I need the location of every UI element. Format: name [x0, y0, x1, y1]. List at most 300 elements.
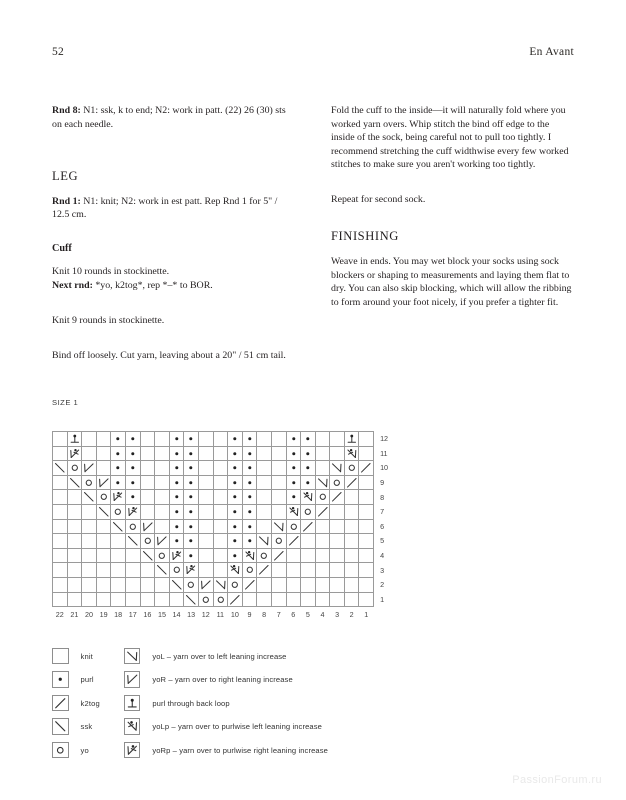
chart-column-number: 18: [114, 610, 123, 620]
chart-cell-knit: [82, 563, 97, 578]
chart-cell-ssk: [96, 504, 111, 519]
next-rnd-text: *yo, k2tog*, rep *–* to BOR.: [92, 279, 213, 291]
chart-cell-knit: [125, 563, 140, 578]
chart-cell-knit: [330, 534, 345, 549]
chart-cell-knit: [96, 446, 111, 461]
chart-cell-knit: [213, 563, 228, 578]
chart-cell-knit: [315, 446, 330, 461]
cuff-line-3: Bind off loosely. Cut yarn, leaving about a 20" / 51 cm tail.: [52, 350, 286, 362]
chart-cell-knit: [67, 577, 82, 592]
chart-cell-knit: [67, 563, 82, 578]
legend-item: [124, 719, 328, 735]
chart-cell-knit: [213, 519, 228, 534]
chart-cell-knit: [140, 504, 155, 519]
chart-cell-knit: [82, 534, 97, 549]
chart-cell-knit: [169, 592, 184, 607]
legend-item: [52, 695, 100, 711]
chart-cell-purl: [111, 446, 126, 461]
chart-cell-knit: [82, 504, 97, 519]
chart-cell-knit: [286, 592, 301, 607]
chart-column-number: 13: [187, 610, 196, 620]
chart-cell-purl: [184, 519, 199, 534]
chart-cell-purl: [228, 432, 243, 447]
legend-label: yoL – yarn over to left leaning increase: [152, 651, 287, 661]
chart-cell-knit: [213, 548, 228, 563]
chart-cell-yoR: [96, 475, 111, 490]
chart-cell-yoLp: [242, 548, 257, 563]
chart-cell-knit: [257, 461, 272, 476]
chart-cell-purl: [286, 446, 301, 461]
chart-row: [53, 432, 401, 447]
chart-cell-knit: [140, 432, 155, 447]
chart-cell-knit: [344, 504, 359, 519]
chart-cell-purl: [169, 461, 184, 476]
chart-cell-knit: [155, 504, 170, 519]
chart-cell-k2tog: [315, 504, 330, 519]
chart-cell-knit: [155, 432, 170, 447]
rnd1-paragraph: [52, 195, 295, 222]
chart-cell-knit: [82, 446, 97, 461]
chart-cell-purl: [301, 475, 316, 490]
chart-cell-knit: [359, 534, 374, 549]
legend-label: purl: [80, 675, 94, 684]
chart-column-number: 11: [216, 610, 225, 620]
chart-cell-knit: [330, 548, 345, 563]
chart-cell-ssk: [111, 519, 126, 534]
chart-cell-knit: [82, 432, 97, 447]
chart-cell-ssk: [169, 577, 184, 592]
chart-cell-yo: [140, 534, 155, 549]
chart-cell-knit: [82, 519, 97, 534]
chart-cell-knit: [315, 461, 330, 476]
chart-row: [53, 504, 401, 519]
chart-cell-purl: [184, 461, 199, 476]
chart-cell-k2tog: [344, 475, 359, 490]
chart-cell-purl: [125, 490, 140, 505]
chart-cell-knit: [242, 592, 257, 607]
chart-row: [53, 490, 401, 505]
chart-cell-knit: [359, 577, 374, 592]
chart-cell-knit: [359, 475, 374, 490]
chart-cell-knit: [96, 592, 111, 607]
chart-cell-knit: [155, 461, 170, 476]
chart-cell-knit: [271, 446, 286, 461]
chart-cell-knit: [315, 519, 330, 534]
chart-cell-knit: [111, 577, 126, 592]
chart-cell-yo: [286, 519, 301, 534]
spacer: [52, 340, 295, 349]
legend-item: [52, 648, 100, 664]
chart-cell-yo: [198, 592, 213, 607]
chart-cell-purl: [125, 446, 140, 461]
chart-cell-purl: [228, 519, 243, 534]
chart-cell-purl: [125, 461, 140, 476]
chart-cell-knit: [155, 577, 170, 592]
chart-cell-knit: [53, 592, 68, 607]
chart-cell-knit: [213, 461, 228, 476]
legend-label: ssk: [80, 722, 93, 731]
chart-cell-knit: [330, 446, 345, 461]
chart-cell-knit: [213, 446, 228, 461]
chart-cell-knit: [344, 534, 359, 549]
chart-cell-knit: [67, 592, 82, 607]
chart-cell-knit: [257, 490, 272, 505]
legend-item: [52, 742, 100, 758]
chart-cell-knit: [301, 563, 316, 578]
chart-cell-knit: [344, 577, 359, 592]
cuff-line-1: Knit 10 rounds in stockinette.: [52, 266, 170, 278]
chart-cell-purl: [242, 519, 257, 534]
chart-cell-knit: [96, 577, 111, 592]
chart-cell-knit: [315, 592, 330, 607]
repeat-sock-paragraph: Repeat for second sock.: [331, 194, 426, 206]
chart-cell-knit: [96, 534, 111, 549]
chart-cell-yoL: [330, 461, 345, 476]
legend-item: [124, 695, 328, 711]
chart-row-number: 4: [380, 551, 385, 561]
chart-cell-knit: [53, 534, 68, 549]
chart-column-number: 8: [262, 610, 267, 620]
chart-cell-yo: [344, 461, 359, 476]
chart-cell-knit: [344, 548, 359, 563]
chart-cell-k2tog: [301, 519, 316, 534]
legend-symbol-k2tog-icon: [52, 695, 69, 712]
chart-cell-knit: [125, 548, 140, 563]
chart-cell-knit: [301, 548, 316, 563]
chart-cell-ssk: [53, 461, 68, 476]
chart-cell-purl: [228, 490, 243, 505]
chart-cell-purl: [242, 490, 257, 505]
legend-label: yo: [80, 745, 89, 755]
chart-cell-yoLp: [344, 446, 359, 461]
chart-cell-knit: [344, 592, 359, 607]
legend-item: [52, 719, 100, 735]
chart-cell-yoL: [213, 577, 228, 592]
chart-cell-yo: [228, 577, 243, 592]
chart-column-number: 7: [276, 610, 281, 620]
chart-cell-knit: [198, 519, 213, 534]
legend-symbol-ssk-icon: [52, 718, 69, 735]
chart-cell-knit: [330, 563, 345, 578]
rnd1-text: N1: knit; N2: work in est patt. Rep Rnd 1 for 5" / 12.5 cm.: [52, 195, 278, 221]
chart-cell-yo: [111, 504, 126, 519]
legend-label: knit: [80, 651, 93, 661]
chart-cell-knit: [359, 432, 374, 447]
chart-cell-knit: [82, 577, 97, 592]
chart-column-number: 1: [364, 610, 369, 620]
next-rnd-paragraph: [52, 279, 295, 293]
chart-cell-knit: [53, 504, 68, 519]
legend-column-right: [124, 648, 328, 758]
chart-cell-yo: [169, 563, 184, 578]
chart-cell-purl: [111, 461, 126, 476]
chart-cell-knit: [53, 519, 68, 534]
chart-column-number: 12: [201, 610, 210, 620]
chart-cell-yo: [257, 548, 272, 563]
next-rnd-label: Next rnd:: [52, 279, 93, 291]
chart-cell-knit: [53, 490, 68, 505]
chart-cell-knit: [53, 577, 68, 592]
chart-row-number: 6: [380, 521, 385, 531]
spacer: [52, 144, 295, 153]
chart-cell-knit: [53, 548, 68, 563]
chart-cell-purl: [286, 490, 301, 505]
chart-cell-knit: [125, 592, 140, 607]
chart-cell-knit: [330, 519, 345, 534]
chart-cell-knit: [359, 490, 374, 505]
chart-cell-purl: [184, 534, 199, 549]
chart-cell-knit: [111, 592, 126, 607]
chart-cell-knit: [213, 504, 228, 519]
chart-cell-knit: [67, 519, 82, 534]
chart-cell-purl: [169, 446, 184, 461]
chart-cell-knit: [271, 592, 286, 607]
chart-column-number: 4: [320, 610, 325, 620]
chart-cell-knit: [155, 592, 170, 607]
chart-cell-yo: [330, 475, 345, 490]
chart-column-number: 15: [157, 610, 166, 620]
chart-cell-knit: [213, 490, 228, 505]
chart-cell-knit: [198, 504, 213, 519]
finishing-paragraph: Weave in ends. You may wet block your socks using sock blockers or shaping to measurements and laying them flat to dry. You can also skip blocking, which will allow the ribbing to form around your foot nicely, if you prefer a tighter fit.: [331, 256, 572, 308]
chart-column-number: 20: [84, 610, 93, 620]
chart-cell-knit: [198, 534, 213, 549]
chart-cell-knit: [344, 519, 359, 534]
chart-cell-knit: [96, 519, 111, 534]
running-head: [52, 46, 574, 58]
chart-cell-knit: [257, 519, 272, 534]
chart-cell-purl: [169, 490, 184, 505]
chart-cell-knit: [257, 446, 272, 461]
rnd1-label: Rnd 1:: [52, 195, 81, 207]
chart-cell-knit: [140, 490, 155, 505]
chart-cell-purl: [169, 534, 184, 549]
spacer: [52, 305, 295, 314]
legend-symbol-yo-icon: [52, 742, 69, 759]
chart-cell-knit: [301, 592, 316, 607]
chart-cell-knit: [96, 563, 111, 578]
chart-cell-knit: [271, 461, 286, 476]
chart-cell-knit: [257, 475, 272, 490]
chart-column-number: 22: [55, 610, 64, 620]
chart-row-number: 10: [380, 463, 389, 473]
chart-cell-knit: [359, 563, 374, 578]
chart-row-number: 5: [380, 536, 385, 546]
chart-cell-purl: [111, 475, 126, 490]
legend-symbol-yoRp-icon: [124, 742, 141, 759]
chart-column-number: 6: [291, 610, 296, 620]
legend-label: yoLp – yarn over to purlwise left leaning increase: [152, 722, 322, 731]
book-title: En Avant: [529, 46, 574, 58]
chart-cell-knit: [315, 548, 330, 563]
chart-cell-ssk: [155, 563, 170, 578]
chart-cell-knit: [82, 548, 97, 563]
chart-cell-knit: [125, 577, 140, 592]
chart-cell-knit: [315, 432, 330, 447]
chart-cell-yo: [96, 490, 111, 505]
chart-row: [53, 519, 401, 534]
chart-cell-yoRp: [125, 504, 140, 519]
chart-cell-purl: [286, 461, 301, 476]
leg-heading: LEG: [52, 168, 79, 183]
chart-cell-purl: [184, 475, 199, 490]
chart-cell-knit: [53, 563, 68, 578]
chart-cell-knit: [53, 432, 68, 447]
legend-symbol-ptbl-icon: [124, 695, 141, 712]
chart-row-number: 3: [380, 565, 385, 575]
chart-cell-knit: [286, 563, 301, 578]
chart-cell-ssk: [140, 548, 155, 563]
chart-cell-knit: [315, 563, 330, 578]
chart-cell-yo: [271, 534, 286, 549]
chart-column-number: 3: [335, 610, 340, 620]
chart-cell-knit: [271, 475, 286, 490]
chart-cell-knit: [140, 461, 155, 476]
chart-cell-purl: [125, 475, 140, 490]
chart-cell-purl: [111, 432, 126, 447]
chart-cell-purl: [286, 432, 301, 447]
chart-row: [53, 461, 401, 476]
legend-symbol-yoLp-icon: [124, 718, 141, 735]
chart-cell-knit: [301, 534, 316, 549]
legend-label: k2tog: [80, 698, 100, 708]
chart-cell-ssk: [67, 475, 82, 490]
legend-label: yoR – yarn over to right leaning increase: [152, 675, 293, 684]
chart-cell-purl: [301, 432, 316, 447]
chart-cell-purl: [228, 461, 243, 476]
chart-column-number: 16: [143, 610, 152, 620]
legend-item: [124, 672, 328, 688]
chart-cell-knit: [111, 563, 126, 578]
chart-column-number: 10: [230, 610, 239, 620]
chart-row-number: 12: [380, 434, 389, 444]
chart-cell-ssk: [82, 490, 97, 505]
chart-cell-knit: [140, 563, 155, 578]
chart-cell-purl: [242, 432, 257, 447]
chart-cell-ptbl: [67, 432, 82, 447]
chart-cell-yo: [125, 519, 140, 534]
chart-cell-purl: [242, 446, 257, 461]
chart-cell-knit: [67, 534, 82, 549]
chart-cell-ssk: [125, 534, 140, 549]
chart-row: [53, 592, 401, 607]
chart-cell-knit: [53, 475, 68, 490]
chart-cell-yoRp: [184, 563, 199, 578]
chart-cell-knit: [82, 592, 97, 607]
legend-symbol-purl-icon: [52, 671, 69, 688]
chart-cell-yo: [315, 490, 330, 505]
legend-symbol-knit-icon: [52, 648, 69, 665]
chart-cell-purl: [169, 475, 184, 490]
chart-row: [53, 534, 401, 549]
chart-cell-yoL: [271, 519, 286, 534]
legend-label: purl through back loop: [152, 698, 230, 708]
chart-cell-knit: [53, 446, 68, 461]
chart-cell-knit: [271, 577, 286, 592]
chart-cell-yoR: [82, 461, 97, 476]
chart-cell-knit: [315, 534, 330, 549]
rnd8-paragraph: [52, 104, 295, 131]
chart-cell-knit: [271, 490, 286, 505]
chart-cell-knit: [315, 577, 330, 592]
chart-cell-yoR: [198, 577, 213, 592]
chart-row: [53, 446, 401, 461]
chart-cell-knit: [198, 548, 213, 563]
chart-cell-yoLp: [301, 490, 316, 505]
legend-label: yoRp – yarn over to purlwise right leaning increase: [152, 745, 328, 755]
chart-cell-knit: [111, 534, 126, 549]
legend-item: [124, 742, 328, 758]
chart-cell-knit: [111, 548, 126, 563]
cuff-line-2: Knit 9 rounds in stockinette.: [52, 315, 165, 327]
chart-cell-yoL: [257, 534, 272, 549]
chart-cell-knit: [359, 504, 374, 519]
chart-cell-purl: [169, 519, 184, 534]
chart-cell-purl: [242, 461, 257, 476]
chart-cell-purl: [184, 446, 199, 461]
chart-cell-k2tog: [228, 592, 243, 607]
right-column: [331, 104, 574, 375]
chart-cell-purl: [242, 504, 257, 519]
chart-cell-knit: [155, 475, 170, 490]
chart-cell-yoLp: [286, 504, 301, 519]
chart-cell-knit: [271, 563, 286, 578]
stitch-chart-section: [52, 398, 401, 626]
fold-cuff-paragraph: Fold the cuff to the inside—it will naturally fold where you worked yarn overs. Whip stitch the bind off edge to the inside of the sock, being careful not to pull too tightly. I recommend stretching the cuff widthwise every few worked stitches to make sure you aren't working too tightly.: [331, 105, 569, 171]
chart-cell-knit: [257, 577, 272, 592]
chart-cell-yoLp: [228, 563, 243, 578]
watermark: PassionForum.ru: [512, 774, 602, 786]
chart-cell-yoR: [155, 534, 170, 549]
chart-cell-knit: [359, 519, 374, 534]
chart-cell-purl: [286, 475, 301, 490]
chart-column-number: 9: [247, 610, 252, 620]
chart-cell-k2tog: [330, 490, 345, 505]
chart-cell-knit: [67, 490, 82, 505]
chart-row-number: 11: [380, 448, 388, 458]
chart-cell-knit: [67, 548, 82, 563]
chart-column-number: 2: [349, 610, 354, 620]
chart-cell-k2tog: [359, 461, 374, 476]
chart-cell-knit: [96, 432, 111, 447]
cuff-heading: Cuff: [52, 243, 72, 255]
chart-cell-knit: [344, 490, 359, 505]
chart-size-label: SIZE 1: [52, 398, 79, 407]
chart-cell-knit: [198, 446, 213, 461]
chart-cell-knit: [257, 504, 272, 519]
chart-cell-knit: [213, 475, 228, 490]
chart-cell-yo: [155, 548, 170, 563]
chart-cell-purl: [184, 548, 199, 563]
chart-cell-knit: [140, 577, 155, 592]
left-column: [52, 104, 295, 375]
chart-cell-yo: [213, 592, 228, 607]
chart-corner-blank: [374, 607, 401, 627]
chart-cell-knit: [198, 432, 213, 447]
chart-cell-knit: [198, 490, 213, 505]
chart-cell-purl: [184, 490, 199, 505]
finishing-heading: FINISHING: [331, 229, 399, 244]
chart-cell-knit: [330, 592, 345, 607]
page-number: 52: [52, 46, 65, 58]
chart-column-number: 17: [128, 610, 137, 620]
body-columns: [52, 104, 574, 375]
chart-cell-knit: [213, 534, 228, 549]
chart-cell-purl: [301, 446, 316, 461]
chart-cell-purl: [228, 534, 243, 549]
chart-cell-knit: [301, 577, 316, 592]
chart-cell-knit: [330, 577, 345, 592]
